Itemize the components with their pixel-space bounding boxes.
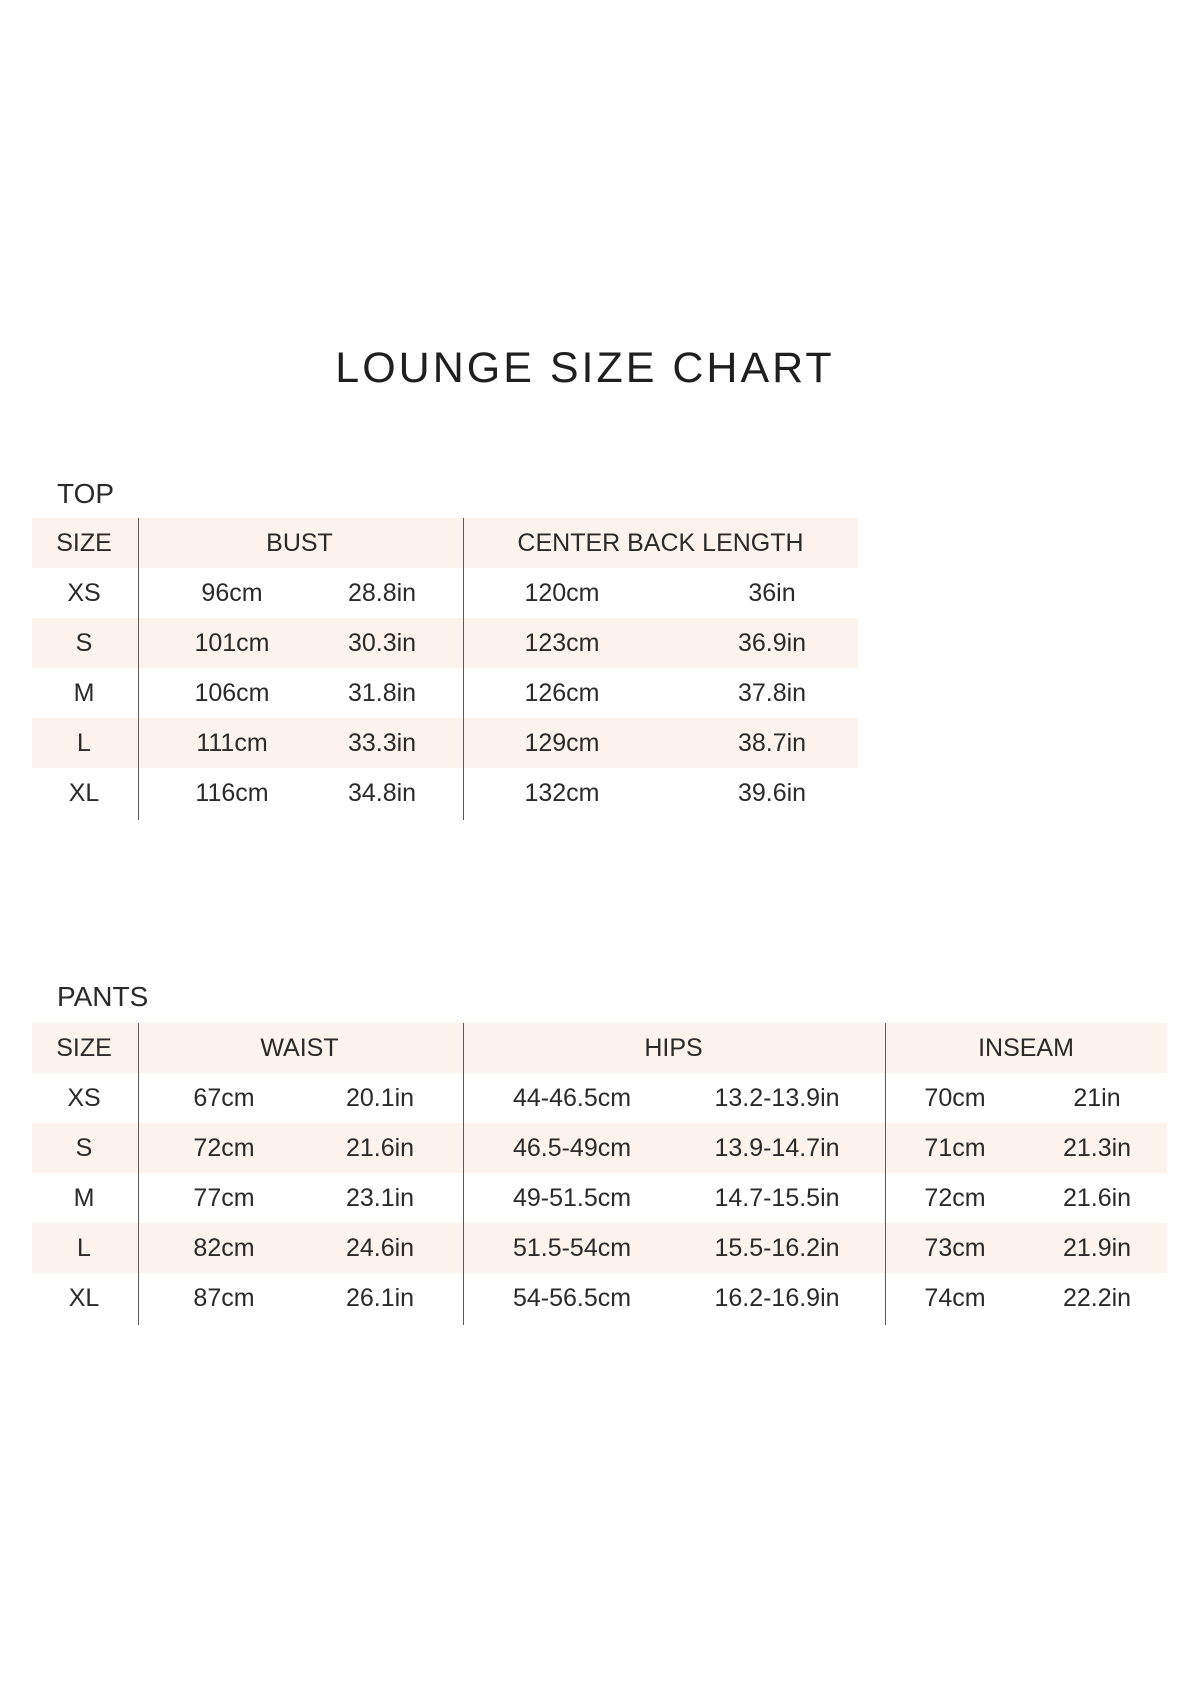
column-divider [463, 518, 464, 820]
waist-in-cell: 21.6in [345, 1134, 415, 1162]
inseam-cm-cell: 72cm [924, 1184, 986, 1212]
length-cm-cell: 132cm [524, 779, 600, 807]
pants-size-table [32, 1023, 1167, 1325]
bust-in-cell: 31.8in [347, 679, 417, 707]
inseam-cm-cell: 73cm [924, 1234, 986, 1262]
length-in-cell: 39.6in [737, 779, 807, 807]
column-divider [138, 1023, 139, 1325]
header-hips: HIPS [644, 1034, 703, 1062]
hips-cm-cell: 44-46.5cm [512, 1084, 632, 1112]
column-divider [463, 1023, 464, 1325]
page-title: LOUNGE SIZE CHART [335, 344, 835, 392]
hips-in-cell: 14.7-15.5in [714, 1184, 840, 1212]
top-section-label: TOP [57, 478, 115, 509]
size-cell: XL [68, 779, 100, 807]
waist-cm-cell: 72cm [193, 1134, 255, 1162]
size-cell: XS [67, 579, 101, 607]
size-cell: XL [68, 1284, 100, 1312]
inseam-in-cell: 21in [1073, 1084, 1121, 1112]
hips-cm-cell: 46.5-49cm [512, 1134, 632, 1162]
size-cell: S [75, 629, 93, 657]
table-row [32, 768, 858, 818]
bust-cm-cell: 96cm [201, 579, 263, 607]
hips-cm-cell: 54-56.5cm [512, 1284, 632, 1312]
length-in-cell: 37.8in [737, 679, 807, 707]
hips-in-cell: 15.5-16.2in [714, 1234, 840, 1262]
size-cell: S [75, 1134, 93, 1162]
waist-cm-cell: 82cm [193, 1234, 255, 1262]
table-row [32, 1073, 1167, 1123]
waist-cm-cell: 87cm [193, 1284, 255, 1312]
size-cell: XS [67, 1084, 101, 1112]
size-cell: M [73, 679, 95, 707]
table-row [32, 1173, 1167, 1223]
table-row [32, 618, 858, 668]
waist-in-cell: 23.1in [345, 1184, 415, 1212]
hips-cm-cell: 51.5-54cm [512, 1234, 632, 1262]
hips-in-cell: 13.2-13.9in [714, 1084, 840, 1112]
top-size-table [32, 518, 858, 820]
inseam-in-cell: 21.6in [1062, 1184, 1132, 1212]
length-in-cell: 38.7in [737, 729, 807, 757]
waist-in-cell: 20.1in [345, 1084, 415, 1112]
inseam-in-cell: 22.2in [1062, 1284, 1132, 1312]
header-bust: BUST [266, 529, 333, 557]
inseam-cm-cell: 74cm [924, 1284, 986, 1312]
header-size: SIZE [56, 1034, 112, 1062]
hips-in-cell: 16.2-16.9in [714, 1284, 840, 1312]
size-cell: M [73, 1184, 95, 1212]
length-cm-cell: 126cm [524, 679, 600, 707]
column-divider [138, 518, 139, 820]
inseam-in-cell: 21.3in [1062, 1134, 1132, 1162]
bust-cm-cell: 101cm [194, 629, 270, 657]
length-cm-cell: 120cm [524, 579, 600, 607]
length-cm-cell: 123cm [524, 629, 600, 657]
bust-cm-cell: 106cm [194, 679, 270, 707]
waist-cm-cell: 77cm [193, 1184, 255, 1212]
table-header-row [32, 1023, 1167, 1073]
waist-in-cell: 26.1in [345, 1284, 415, 1312]
header-center-back-length: CENTER BACK LENGTH [517, 529, 804, 557]
hips-in-cell: 13.9-14.7in [714, 1134, 840, 1162]
table-row [32, 1123, 1167, 1173]
table-row [32, 1223, 1167, 1273]
bust-cm-cell: 116cm [195, 779, 269, 807]
header-waist: WAIST [260, 1034, 339, 1062]
pants-section-label: PANTS [57, 981, 149, 1012]
bust-cm-cell: 111cm [196, 729, 268, 757]
waist-cm-cell: 67cm [193, 1084, 255, 1112]
length-cm-cell: 129cm [524, 729, 600, 757]
length-in-cell: 36.9in [737, 629, 807, 657]
header-size: SIZE [56, 529, 112, 557]
length-in-cell: 36in [748, 579, 796, 607]
table-header-row [32, 518, 858, 568]
table-row [32, 1273, 1167, 1323]
inseam-cm-cell: 71cm [924, 1134, 986, 1162]
inseam-cm-cell: 70cm [924, 1084, 986, 1112]
size-cell: L [77, 1234, 91, 1262]
bust-in-cell: 34.8in [347, 779, 417, 807]
bust-in-cell: 30.3in [347, 629, 417, 657]
header-inseam: INSEAM [978, 1034, 1074, 1062]
bust-in-cell: 33.3in [347, 729, 417, 757]
inseam-in-cell: 21.9in [1062, 1234, 1132, 1262]
hips-cm-cell: 49-51.5cm [512, 1184, 632, 1212]
bust-in-cell: 28.8in [347, 579, 417, 607]
waist-in-cell: 24.6in [345, 1234, 415, 1262]
table-row [32, 718, 858, 768]
table-row [32, 668, 858, 718]
table-row [32, 568, 858, 618]
column-divider [885, 1023, 886, 1325]
size-cell: L [77, 729, 91, 757]
